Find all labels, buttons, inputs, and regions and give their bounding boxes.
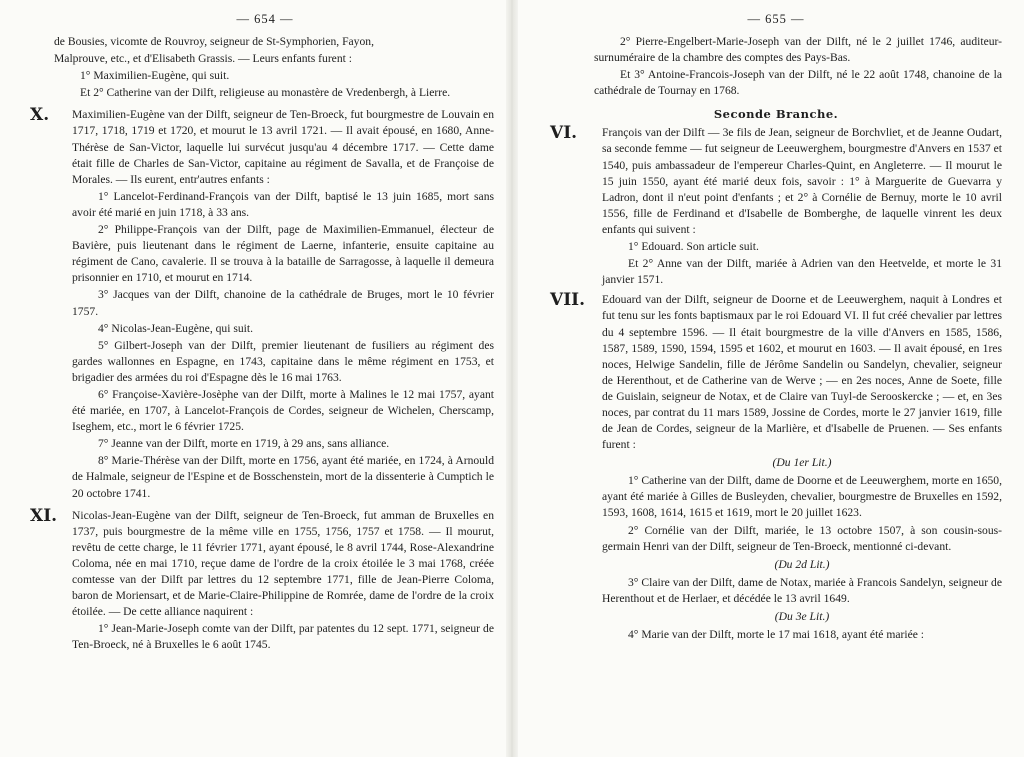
generation-numeral: VI. [550,123,578,144]
child-entry: 4° Marie van der Dilft, morte le 17 mai 1618, ayant été mariée : [628,627,924,641]
child-entry: 1° Catherine van der Dilft, dame de Doorne et de Leeuwerghem, morte en 1650, ayant été mariée à Gilles de Busleyden, chevalier, bourgmestre de Bruxelles en 1592, 1593, 1608, 1614, 1615 et 1619, mort le 20 juillet 1623. [602,474,1002,520]
child-entry: 3° Jacques van der Dilft, chanoine de la cathédrale de Bruges, mort le 10 février 1757. [72,288,494,318]
branch-heading: Seconde Branche. [713,107,839,122]
right-page [516,0,1024,757]
child-entry: 5° Gilbert-Joseph van der Dilft, premier lieutenant de fusiliers au régiment des gardes wallonnes en Espagne, en 1743, capitaine dans le même régiment en 1753, et brigadier des armées du roi d'Espagne dès le 16 mai 1763. [72,338,494,384]
child-entry: 8° Marie-Thérèse van der Dilft, morte en 1756, ayant été mariée, en 1724, à Arnould de Halmale, seigneur de l'Espine et de Bosschenstein, mort de la dissenterie à Cumptich le 20 octobre 1741. [72,454,494,500]
marriage-heading: (Du 1er Lit.) [772,456,832,470]
child-entry: 4° Nicolas-Jean-Eugène, qui suit. [98,321,253,335]
child-entry: Et 3° Antoine-Francois-Joseph van der Dilft, né le 22 août 1748, chanoine de la cathédrale de Tournay en 1768. [594,68,1002,98]
generation-numeral: X. [30,105,50,126]
generation-x [30,105,494,501]
page-number-654: — 654 — [236,12,294,26]
generation-vi [550,125,1002,288]
child-entry: 1° Lancelot-Ferdinand-François van der Dilft, baptisé le 13 juin 1685, mort sans avoir été marié en juin 1718, à 33 ans. [72,189,494,219]
generation-vii [550,292,1002,643]
continuation-line-1: de Bousies, vicomte de Rouvroy, seigneur de St-Symphorien, Fayon, [54,35,374,48]
child-entry: 1° Jean-Marie-Joseph comte van der Dilft, par patentes du 12 sept. 1771, seigneur de Ten-Broeck, né à Bruxelles le 6 août 1745. [72,622,494,652]
child-entry: 2° Cornélie van der Dilft, mariée, le 13 octobre 1507, à son cousin-sous-germain Henri van der Dilft, seigneur de Ten-Broeck, mentionné ci-devant. [602,523,1002,553]
child-entry: Et 2° Anne van der Dilft, mariée à Adrien van den Heetvelde, et morte le 31 janvier 1571. [602,257,1002,287]
child-entry: Et 2° Catherine van der Dilft, religieuse au monastère de Vredenbergh, à Lierre. [80,86,451,100]
marriage-heading: (Du 2d Lit.) [774,557,830,571]
child-entry: 7° Jeanne van der Dilft, morte en 1719, à 29 ans, sans alliance. [98,437,390,451]
child-entry: 6° Françoise-Xavière-Josèphe van der Dilft, morte à Malines le 12 mai 1757, ayant été mariée, en 1707, à Lancelot-François de Cordes, seigneur de Wichelen, Cherscamp, Iseghem, etc., mort le 6 février 1725. [72,387,494,434]
generation-text: Nicolas-Jean-Eugène van der Dilft, seigneur de Ten-Broeck, fut amman de Bruxelles en 1737, puis bourgmestre de la même ville en 1755, 1756, 1757 et 1758. — Il mourut, revêtu de cette charge, le 11 février 1771, ayant épousé, le 8 avril 1744, Rose-Alexandrine Coloma, née en mai 1710, reçue dame de l'ordre de la croix étoilée le 3 mai 1768, créée comtesse van der Dilft par lettres du 12 septembre 1771, fille de Jean-Pierre Coloma, baron de Moriensart, et de Marie-Claire-Philippine de Romrée, dame de l'ordre de la croix étoilée. — De cette alliance naquirent : [72,508,494,619]
continuation-line-2: Malprouve, etc., et d'Elisabeth Grassis. — Leurs enfants furent : [54,52,352,66]
generation-numeral: VII. [550,290,586,311]
child-entry: 3° Claire van der Dilft, dame de Notax, mariée à Francois Sandelyn, seigneur de Herenthout et de Herlaer, et décédée le 13 avril 1649. [602,575,1002,605]
generation-text: Maximilien-Eugène van der Dilft, seigneur de Ten-Broeck, fut bourgmestre de Louvain en 1717, 1718, 1719 et 1720, et mourut le 13 avril 1721. — Il avait épousé, en 1680, Anne-Thérèse de San-Victor, laquelle lui survécut jusqu'au 4 décembre 1717. — Cette dame était fille de Charles de San-Victor, capitaine au régiment de Savalla, et de Françoise de Morales. — Ils eurent, entr'autres enfants : [72,108,494,186]
generation-numeral: XI. [30,505,58,526]
child-entry: 2° Pierre-Engelbert-Marie-Joseph van der Dilft, né le 2 juillet 1746, auditeur-surnuméraire de la chambre des comptes des Pays-Bas. [594,35,1002,65]
generation-xi [30,505,494,654]
child-entry: 1° Edouard. Son article suit. [628,240,759,254]
left-page [0,0,508,757]
generation-text: Edouard van der Dilft, seigneur de Doorne et de Leeuwerghem, naquit à Londres et fut tenu sur les fonts baptismaux par le roi Edouard VI. Il fut créé chevalier par lettres du 4 septembre 1596. — Il était bourgmestre de la ville d'Anvers en 1585, 1586, 1587, 1589, 1590, 1594, 1595 et 1602, et mourut en 1603. — Il avait épousé, en 1res noces, Helwige Sandelin, fille de Jérôme Sandelin ou Sandelyn, chevalier, seigneur de Herenthout, et de Catherine van de Werve ; — en 2es noces, Anne de Soete, fille de Guislain, seigneur de Notax, et de Claire van Tuyl-de Serooskercke ; — et, en 3es noces, par contrat du 11 mars 1589, Jossine de Cordes, morte le 27 janvier 1619, fille de Jean de Cordes, seigneur de la Marlière, et d'Isabelle de Pruenen. — Ses enfants furent : [602,293,1002,452]
child-entry: 2° Philippe-François van der Dilft, page de Maximilien-Emmanuel, électeur de Bavière, puis lieutenant dans le régiment de Laerne, infanterie, ensuite capitaine au régiment de Cano, cavalerie. Il se trouva à la bataille de Sarragosse, à laquelle il demeura prisonnier en 1710, et mourut en 1714. [72,223,494,285]
page-number-655: — 655 — [747,12,805,26]
marriage-heading: (Du 3e Lit.) [774,609,830,623]
generation-text: François van der Dilft — 3e fils de Jean, seigneur de Borchvliet, et de Jeanne Oudart, sa seconde femme — fut seigneur de Leeuwerghem, bourgmestre d'Anvers en 1537 et 1540, puis ambassadeur de l'empereur Charles-Quint, en Angleterre. — Il mourut le 15 juin 1550, ayant été marié deux fois, savoir : 1° à Marguerite de Guevarra y Ladron, dont il n'eut point d'enfants ; et 2° à Cornélie de Bernuy, morte le 10 avril 1556, fille de Ferdinand et d'Isabelle de Bomberghe, de laquelle vinrent les deux enfants qui suivent : [602,126,1002,236]
child-entry: 1° Maximilien-Eugène, qui suit. [80,69,230,83]
